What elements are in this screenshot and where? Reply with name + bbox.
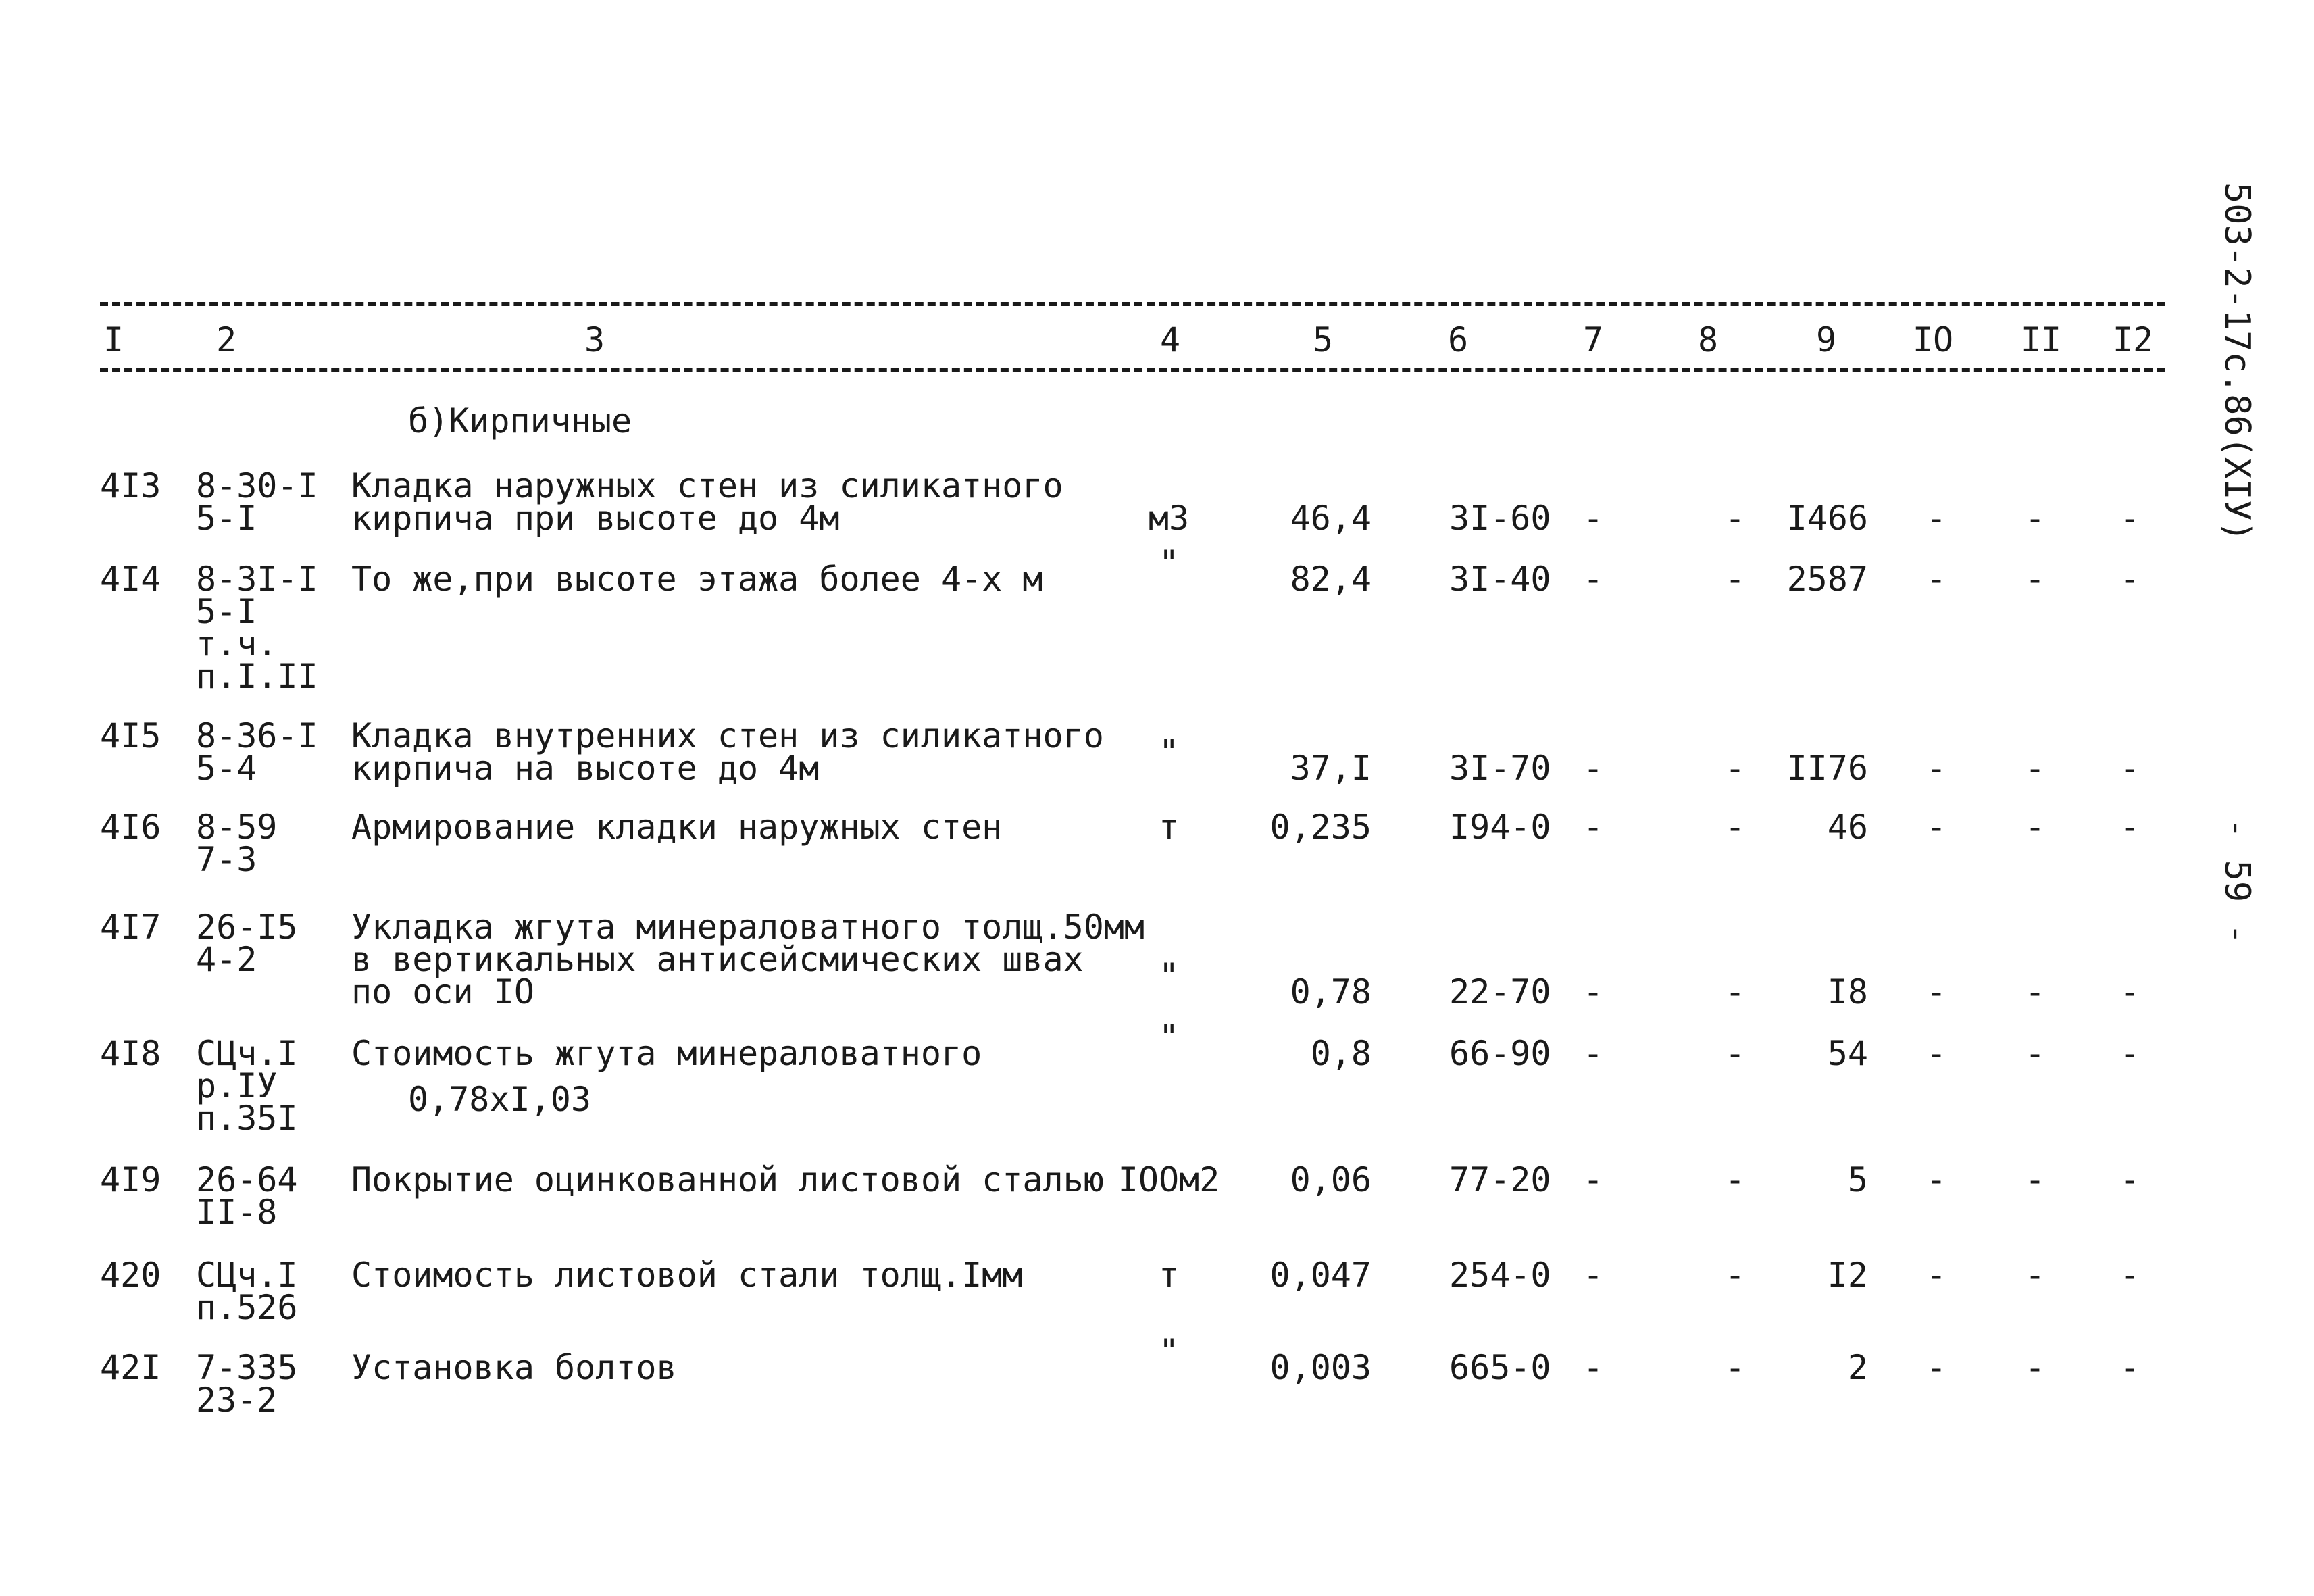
col-12-value: - (2119, 807, 2140, 847)
col-header-10: IO (1912, 320, 1954, 359)
col-10-value: - (1926, 972, 1947, 1012)
document-code: 503-2-17с.86(XIУ) (2217, 182, 2257, 543)
norm-code-line: 5-I (196, 499, 257, 538)
unit: " (1158, 956, 1180, 995)
col-8-value: - (1724, 559, 1746, 599)
total-cost: I2 (1827, 1255, 1868, 1295)
quantity: 0,235 (1269, 807, 1372, 847)
col-header-1: I (103, 320, 124, 359)
col-7-value: - (1582, 807, 1604, 847)
col-10-value: - (1926, 1160, 1947, 1199)
unit-price: I94-0 (1449, 807, 1551, 847)
col-header-5: 5 (1312, 320, 1334, 359)
unit: IOOм2 (1117, 1160, 1220, 1199)
quantity: 37,I (1290, 749, 1372, 788)
work-description-line: Стоимость жгута минераловатного (351, 1034, 982, 1073)
norm-code-line: СЦч.I (196, 1255, 298, 1295)
row-number: 4I8 (100, 1034, 161, 1073)
norm-code-line: СЦч.I (196, 1034, 298, 1073)
norm-code-line: 8-30-I (196, 466, 318, 505)
col-7-value: - (1582, 1255, 1604, 1295)
unit-price: 22-70 (1449, 972, 1551, 1012)
total-cost: II76 (1786, 749, 1868, 788)
col-10-value: - (1926, 559, 1947, 599)
norm-code-line: 8-3I-I (196, 559, 318, 599)
work-description-line: кирпича при высоте до 4м (351, 499, 840, 538)
col-11-value: - (2024, 1255, 2046, 1295)
total-cost: I466 (1786, 499, 1868, 538)
total-cost: 54 (1827, 1034, 1868, 1073)
col-12-value: - (2119, 749, 2140, 788)
norm-code-line: 5-I (196, 592, 257, 631)
unit-price: 3I-60 (1449, 499, 1551, 538)
col-header-6: 6 (1447, 320, 1469, 359)
row-number: 42I (100, 1348, 161, 1387)
work-description-line: То же,при высоте этажа более 4-х м (351, 559, 1043, 599)
col-11-value: - (2024, 807, 2046, 847)
col-11-value: - (2024, 1348, 2046, 1387)
work-description-line: Стоимость листовой стали толщ.Iмм (351, 1255, 1023, 1295)
work-description-line: Кладка наружных стен из силикатного (351, 466, 1063, 505)
norm-code-line: 26-I5 (196, 907, 298, 947)
work-description-line: в вертикальных антисейсмических швах (351, 940, 1084, 979)
col-header-7: 7 (1582, 320, 1604, 359)
norm-code-line: 7-335 (196, 1348, 298, 1387)
unit-price: 77-20 (1449, 1160, 1551, 1199)
work-description-line: Кладка внутренних стен из силикатного (351, 716, 1104, 755)
norm-code-line: 23-2 (196, 1380, 278, 1420)
norm-code-line: п.35I (196, 1099, 298, 1138)
norm-code-line: п.526 (196, 1288, 298, 1327)
col-12-value: - (2119, 499, 2140, 538)
col-8-value: - (1724, 1034, 1746, 1073)
unit: м3 (1148, 499, 1190, 538)
work-description-line: Укладка жгута минераловатного толщ.50мм (351, 907, 1145, 947)
norm-code-line: 5-4 (196, 749, 257, 788)
col-11-value: - (2024, 499, 2046, 538)
unit-price: 66-90 (1449, 1034, 1551, 1073)
unit: " (1158, 543, 1180, 582)
col-12-value: - (2119, 1255, 2140, 1295)
unit-price: 254-0 (1449, 1255, 1551, 1295)
work-description-line: 0,78хI,03 (408, 1080, 591, 1119)
col-7-value: - (1582, 1034, 1604, 1073)
col-header-4: 4 (1159, 320, 1181, 359)
unit: " (1158, 732, 1180, 772)
quantity: 0,003 (1269, 1348, 1372, 1387)
col-8-value: - (1724, 1348, 1746, 1387)
col-7-value: - (1582, 499, 1604, 538)
row-number: 420 (100, 1255, 161, 1295)
quantity: 0,78 (1290, 972, 1372, 1012)
col-11-value: - (2024, 749, 2046, 788)
row-number: 4I9 (100, 1160, 161, 1199)
col-12-value: - (2119, 559, 2140, 599)
unit: т (1158, 807, 1180, 847)
col-10-value: - (1926, 499, 1947, 538)
work-description-line: Установка болтов (351, 1348, 677, 1387)
col-11-value: - (2024, 559, 2046, 599)
quantity: 46,4 (1290, 499, 1372, 538)
quantity: 0,047 (1269, 1255, 1372, 1295)
row-number: 4I6 (100, 807, 161, 847)
col-7-value: - (1582, 749, 1604, 788)
col-header-3: 3 (584, 320, 605, 359)
header-bottom-rule (100, 368, 2165, 372)
col-12-value: - (2119, 972, 2140, 1012)
col-10-value: - (1926, 1348, 1947, 1387)
norm-code-line: 4-2 (196, 940, 257, 979)
norm-code-line: 8-59 (196, 807, 278, 847)
col-header-11: II (2020, 320, 2062, 359)
total-cost: 2587 (1786, 559, 1868, 599)
header-top-rule (100, 302, 2165, 306)
col-10-value: - (1926, 807, 1947, 847)
unit-price: 665-0 (1449, 1348, 1551, 1387)
col-10-value: - (1926, 749, 1947, 788)
col-header-2: 2 (216, 320, 237, 359)
col-12-value: - (2119, 1160, 2140, 1199)
work-description-line: Покрытие оцинкованной листовой сталью (351, 1160, 1104, 1199)
total-cost: 2 (1847, 1348, 1868, 1387)
unit-price: 3I-40 (1449, 559, 1551, 599)
col-11-value: - (2024, 1034, 2046, 1073)
col-12-value: - (2119, 1034, 2140, 1073)
section-title: б)Кирпичные (408, 401, 632, 441)
col-7-value: - (1582, 972, 1604, 1012)
col-10-value: - (1926, 1034, 1947, 1073)
col-8-value: - (1724, 972, 1746, 1012)
work-description-line: Армирование кладки наружных стен (351, 807, 1003, 847)
work-description-line: по оси IO (351, 972, 534, 1012)
unit: т (1158, 1255, 1180, 1295)
col-7-value: - (1582, 559, 1604, 599)
norm-code-line: п.I.II (196, 657, 318, 696)
col-header-12: I2 (2112, 320, 2154, 359)
norm-code-line: 7-3 (196, 840, 257, 879)
unit: " (1158, 1332, 1180, 1371)
col-11-value: - (2024, 972, 2046, 1012)
col-12-value: - (2119, 1348, 2140, 1387)
norm-code-line: т.ч. (196, 624, 278, 664)
col-header-9: 9 (1815, 320, 1837, 359)
row-number: 4I4 (100, 559, 161, 599)
row-number: 4I3 (100, 466, 161, 505)
quantity: 0,06 (1290, 1160, 1372, 1199)
col-8-value: - (1724, 807, 1746, 847)
norm-code-line: II-8 (196, 1193, 278, 1232)
norm-code-line: 8-36-I (196, 716, 318, 755)
total-cost: 46 (1827, 807, 1868, 847)
row-number: 4I5 (100, 716, 161, 755)
unit-price: 3I-70 (1449, 749, 1551, 788)
col-8-value: - (1724, 1160, 1746, 1199)
total-cost: 5 (1847, 1160, 1868, 1199)
page-number: - 59 - (2217, 818, 2257, 945)
row-number: 4I7 (100, 907, 161, 947)
col-7-value: - (1582, 1160, 1604, 1199)
quantity: 0,8 (1310, 1034, 1372, 1073)
col-11-value: - (2024, 1160, 2046, 1199)
work-description-line: кирпича на высоте до 4м (351, 749, 820, 788)
col-7-value: - (1582, 1348, 1604, 1387)
norm-code-line: 26-64 (196, 1160, 298, 1199)
col-8-value: - (1724, 1255, 1746, 1295)
unit: " (1158, 1018, 1180, 1057)
norm-code-line: р.IУ (196, 1066, 278, 1105)
col-8-value: - (1724, 749, 1746, 788)
total-cost: I8 (1827, 972, 1868, 1012)
col-8-value: - (1724, 499, 1746, 538)
col-header-8: 8 (1697, 320, 1719, 359)
col-10-value: - (1926, 1255, 1947, 1295)
quantity: 82,4 (1290, 559, 1372, 599)
